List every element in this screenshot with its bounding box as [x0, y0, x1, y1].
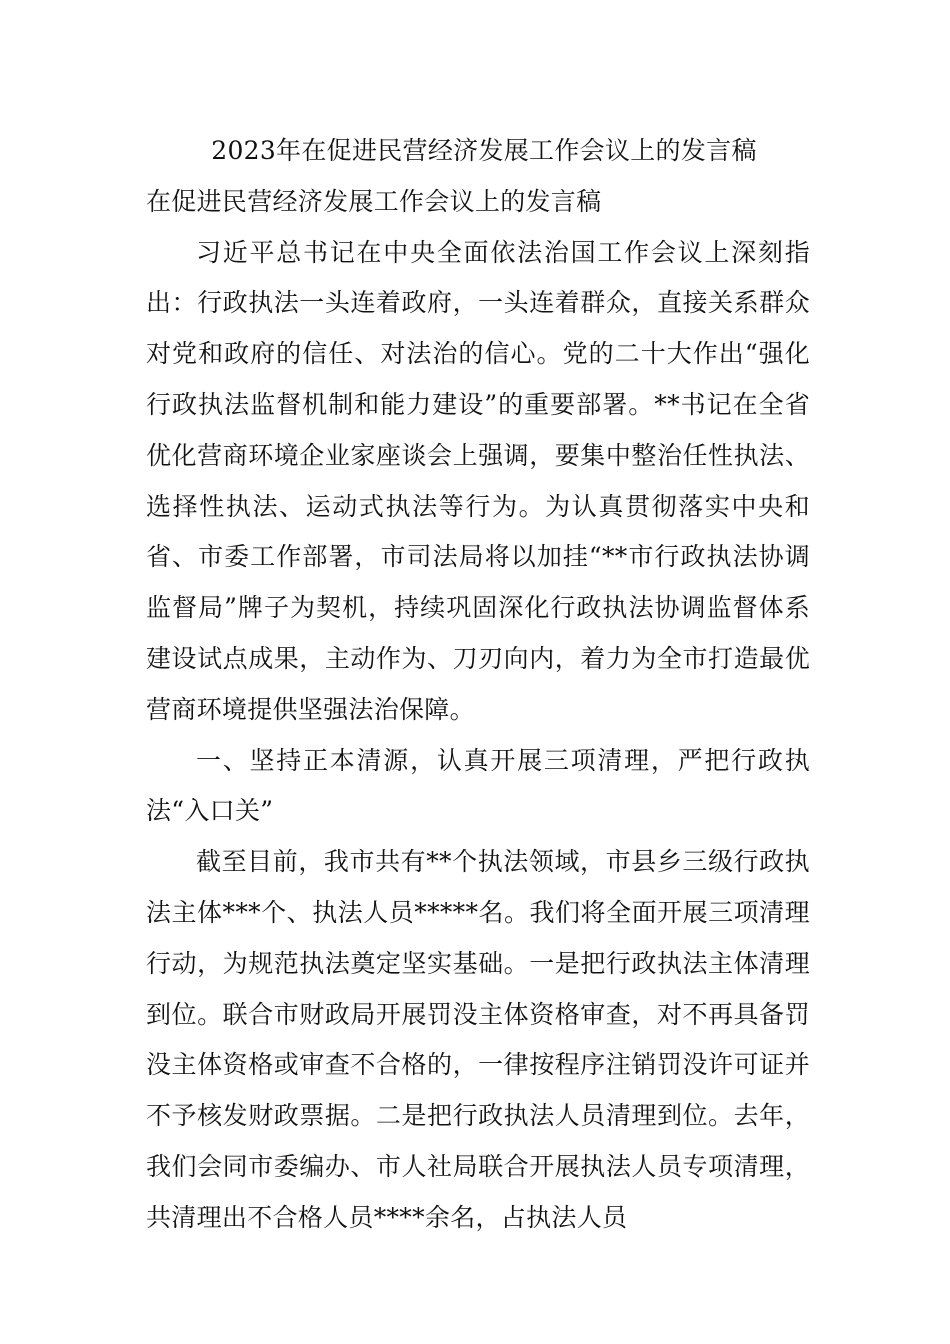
section-heading-one: 一、坚持正本清源，认真开展三项清理，严把行政执法“入口关”: [146, 745, 810, 826]
document-title: 2023年在促进民营经济发展工作会议上的发言稿: [211, 136, 757, 165]
document-subtitle: 在促进民营经济发展工作会议上的发言稿: [146, 186, 602, 216]
paragraph-intro: 习近平总书记在中央全面依法治国工作会议上深刻指出：行政执法一头连着政府，一头连着群众，直接关系群众对党和政府的信任、对法治的信心。党的二十大作出“强化行政执法监督机制和能力建设”的重要部署。**书记在全省优化营商环境企业家座谈会上强调，要集中整治任性执法、选择性执法、运动式执法等行为。为认真贯彻落实中央和省、市委工作部署，市司法局将以加挂“**市行政执法协调监督局”牌子为契机，持续巩固深化行政执法协调监督体系建设试点成果，主动作为、刀刃向内，着力为全市打造最优营商环境提供坚强法治保障。: [146, 237, 810, 724]
document-body: [146, 126, 810, 1244]
paragraph-section-one: 截至目前，我市共有**个执法领域，市县乡三级行政执法主体***个、执法人员*****名。我们将全面开展三项清理行动，为规范执法奠定坚实基础。一是把行政执法主体清理到位。联合市财政局开展罚没主体资格审查，对不再具备罚没主体资格或审查不合格的，一律按程序注销罚没许可证并不予核发财政票据。二是把行政执法人员清理到位。去年，我们会同市委编办、市人社局联合开展执法人员专项清理，共清理出不合格人员****余名，占执法人员: [146, 847, 810, 1232]
